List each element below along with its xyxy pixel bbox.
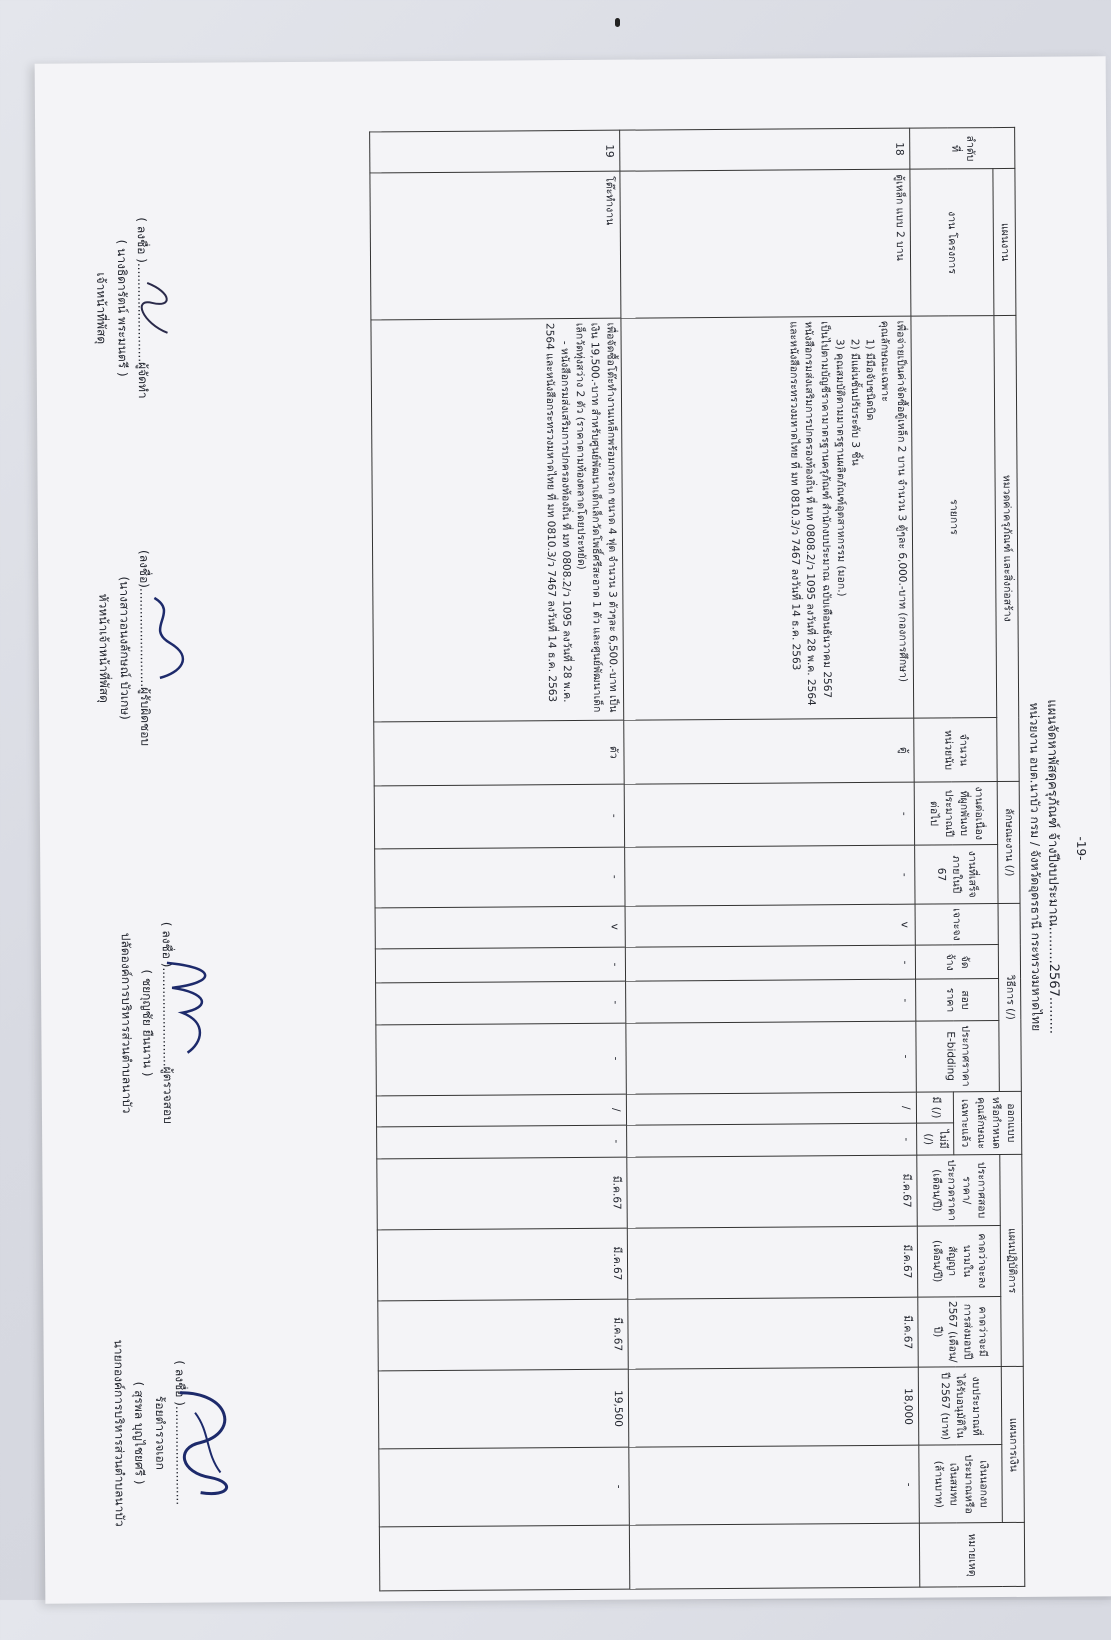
row-budget: 19,500 [378, 1369, 629, 1449]
signer-position: หัวหน้าเจ้าหน้าที่พัสดุ [96, 593, 112, 703]
row-plan: ตู้เหล็ก แบบ 2 บาน [620, 170, 911, 318]
row-no-design: - [626, 1123, 916, 1157]
item-line: 2) มีแผ่นชั้นปรับระดับ 3 ชิ้น [848, 338, 862, 466]
row-offbudget: - [379, 1447, 630, 1527]
row-has-design: / [376, 1094, 626, 1127]
header-category: หมวดค่าครุภัณฑ์ และสิ่งก่อสร้าง [994, 315, 1019, 781]
item-line: เงิน 19,500.-บาท สำหรับศูนย์พัฒนาเด็กเล็กวัดโพธิ์ศรีสะอาด 1 ตัว และศูนย์พัฒนาเด็ก [588, 322, 604, 713]
header-qty: จำนวน หน่วยนับ [913, 718, 997, 782]
row-delivery: มี.ค.67 [377, 1299, 627, 1371]
row-announce: มี.ค.67 [626, 1155, 916, 1228]
signature-scribble [157, 952, 228, 1062]
header-finance: แผนการเงิน [1001, 1367, 1024, 1523]
document-page [41, 96, 1111, 1639]
header-delivery: คาดว่าจะมีการส่งมอบปี 2567 (เดือน/ปี) [917, 1296, 1001, 1367]
row-budget: 18,000 [628, 1367, 919, 1447]
item-line: 3) คุณสมบัติตามมาตรฐานผลิตภัณฑ์อุตสาหกรรม (มอก.) [833, 338, 848, 597]
header-contract: คาดว่าจะลงนามในสัญญา (เดือน/ปี) [917, 1225, 1001, 1296]
header-no-check: ไม่มี (/) [916, 1123, 954, 1155]
signature-line: ( ลงชื่อ ).......................... [172, 1360, 188, 1506]
row-no: 19 [369, 130, 619, 173]
row-within-year: - [374, 847, 624, 907]
ink-mark [615, 18, 620, 27]
header-method: วิธีการ (/) [998, 903, 1022, 1091]
item-line: และหนังสือกระทรวงมหาดไทย ที่ มท 0810.3/ว 7467 ลงวันที่ 14 ธ.ค. 2563 [787, 321, 803, 671]
item-line: 1) มีมือจับชนิดบิด [863, 338, 877, 421]
signer-position: ปลัดองค์การบริหารส่วนตำบลนาบัว [118, 932, 135, 1114]
table-row [369, 130, 629, 1591]
header-continuing: งานต่อเนื่องที่ผูกพันงบประมาณปีต่อไป [914, 781, 998, 845]
row-contract: มี.ค.67 [627, 1226, 917, 1299]
document-title: แผนจัดหาพัสดุครุภัณฑ์ จ้างปีงบประมาณ.........2567......... [1044, 699, 1062, 1035]
item-line: เพื่อจัดซื้อโต๊ะทำงานเหล็กพร้อมกระจก ขนาด 4 ฟุต จำนวน 3 ตัวๆละ 6,500.-บาท เป็น [604, 322, 619, 713]
row-no: 18 [619, 128, 909, 171]
page-number: -19- [1074, 836, 1089, 861]
header-ebidding: ประกาศราคา E-bidding [916, 1020, 1000, 1091]
row-remark [629, 1524, 919, 1590]
header-operation: แผนปฏิบัติการ [1000, 1154, 1024, 1366]
row-plan: โต๊ะทำงาน [370, 172, 621, 320]
item-line: หนังสือกรมส่งเสริมการปกครองท้องถิ่น ที่ มท 0808.2/ว 1095 ลงวันที่ 28 พ.ค. 2564 [802, 321, 818, 706]
row-specific: v [625, 904, 915, 947]
item-line: คุณลักษณะเฉพาะ [878, 320, 892, 402]
row-hire: - [625, 945, 915, 981]
row-offbudget: - [628, 1445, 919, 1525]
item-line: เป็นไปตามบัญชีราคามาตรฐานครุภัณฑ์ สำนักงบประมาณ ฉบับเดือนธันวาคม 2567 [818, 321, 833, 699]
row-items [371, 318, 624, 722]
row-remark [379, 1526, 629, 1591]
header-plan-group: แผนงาน [993, 169, 1016, 316]
row-unit: ตัว [373, 721, 623, 786]
row-ebidding: - [626, 1021, 916, 1094]
row-ebidding: - [376, 1023, 626, 1096]
row-delivery: มี.ค.67 [627, 1297, 917, 1370]
signature-line: ( ลงชื่อ )..........................ผู้จัดทำ [134, 217, 150, 399]
signer-position: เจ้าหน้าที่พัสดุ [94, 272, 109, 345]
header-no: ลำดับที่ [909, 127, 1015, 169]
row-price-check: - [375, 982, 625, 1025]
item-line: เพื่อจ่ายเป็นค่าจัดซื้อตู้เหล็ก 2 บาน จำนวน 3 ตู้ๆละ 6,000.-บาท (กองการศึกษา) [894, 320, 909, 683]
item-line: - หนังสือกรมส่งเสริมการปกครองท้องถิ่น ที่ มท 0808.2/ว 1095 ลงวันที่ 28 พ.ค. [558, 340, 574, 703]
signer-name: ( สุรพล บุญไชยศรี ) [132, 1381, 147, 1485]
header-items: รายการ [911, 315, 997, 718]
row-within-year: - [624, 845, 914, 906]
signature-scribble [160, 1382, 251, 1503]
header-budget: งบประมาณที่ได้รับอนุมัติในปี 2567 (บาท) [918, 1367, 1002, 1446]
header-plan: งาน โครงการ [910, 169, 994, 316]
table-row [619, 128, 919, 1589]
row-continuing: - [374, 784, 624, 849]
row-no-design: - [376, 1125, 626, 1158]
signature-line: (ลงชื่อ)..........................ผู้รับผิดชอบ [137, 549, 153, 747]
header-offbudget: เงินนอกงบประมาณหรือเงินสมทบ (ล้านบาท) [918, 1445, 1002, 1524]
header-specific: เจาะจง [915, 903, 998, 945]
signer-rank: ร้อยตำรวจเอก [152, 1395, 168, 1470]
signature-scribble [137, 273, 177, 343]
row-hire: - [375, 947, 625, 983]
signer-position: นายกองค์การบริหารส่วนตำบลนาบัว [111, 1339, 127, 1527]
header-nature: ลักษณะงาน (/) [997, 781, 1020, 903]
item-line: 2564 และหนังสือกระทรวงมหาดไทย ที่ มท 0810.3/ว 7467 ลงวันที่ 14 ธ.ค. 2563 [543, 322, 558, 703]
item-line: เล็กวัดทุ่งสว่าง 2 ตัว (ราคาตามท้องตลาดโดยประหยัด) [573, 322, 588, 570]
header-within-year: งานที่เสร็จภายในปี 67 [914, 845, 998, 904]
signer-name: ( ชยกุญชัย ยืนนาน ) [139, 969, 155, 1077]
header-announce: ประกาศสอบราคา/ประกวดราคา (เดือน/ปี) [916, 1155, 1000, 1226]
row-continuing: - [624, 782, 914, 847]
row-specific: v [375, 906, 625, 949]
paper-sheet [35, 56, 1111, 1603]
header-design: ออกแบบหรือกำหนดคุณลักษณะเฉพาะแล้ว [953, 1091, 1021, 1155]
procurement-plan-table [369, 127, 1025, 1591]
header-hire: จัดจ้าง [915, 945, 998, 980]
signature-scribble [139, 593, 190, 683]
header-remark: หมายเหตุ [919, 1523, 1025, 1587]
row-items [621, 316, 914, 721]
document-subtitle: หน่วยงาน อบต.นาบัว กรม / จังหวัดอุดรธานี กระทรวงมหาดไทย [1027, 702, 1044, 1032]
row-announce: มี.ค.67 [376, 1157, 626, 1229]
row-price-check: - [625, 980, 915, 1023]
row-unit: ตู้ [623, 719, 913, 784]
header-price-check: สอบราคา [915, 979, 998, 1021]
header-yes: มี (/) [916, 1092, 954, 1124]
signer-name: ( นางธิดารัตน์ พระมนตรี ) [114, 239, 130, 377]
row-contract: มี.ค.67 [377, 1228, 627, 1300]
row-has-design: / [626, 1092, 916, 1126]
signer-name: (นางสาวอนงลักษณ์ บัวเกษ) [116, 576, 132, 720]
signature-line: ( ลงชื่อ )..........................ผู้ตรวจสอบ [159, 921, 176, 1124]
